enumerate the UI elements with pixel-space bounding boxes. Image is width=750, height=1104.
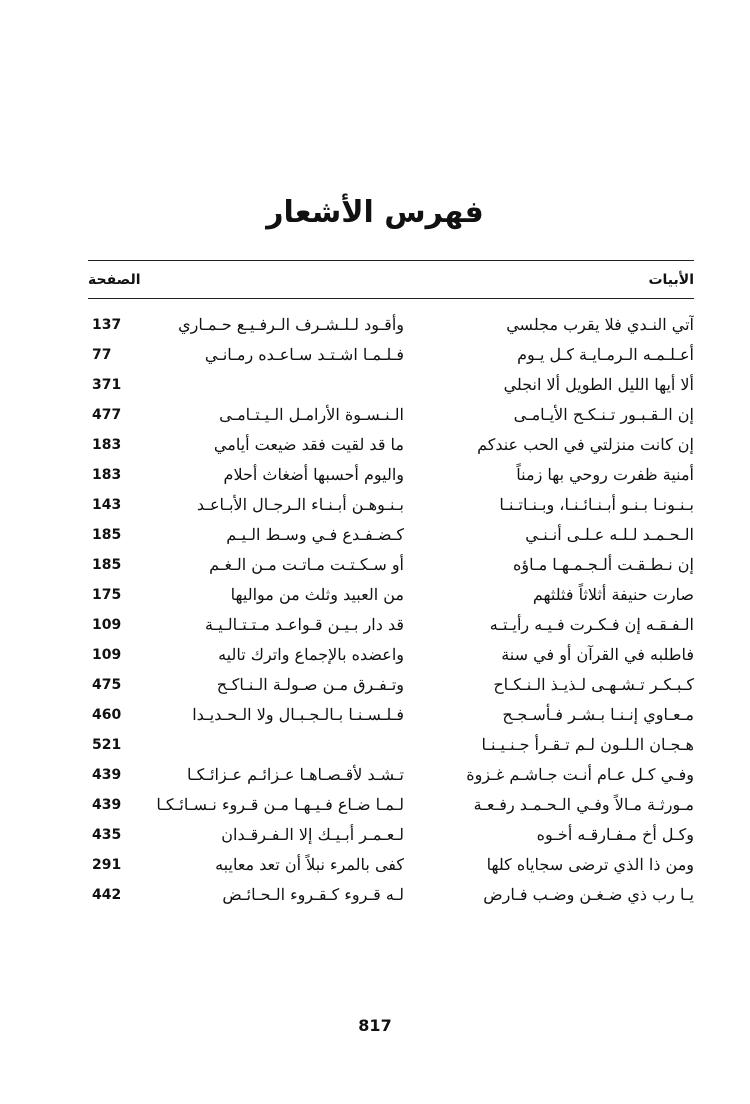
verse-first-hemistich: الـحـمـد لـلـه عـلـى أنـنـي <box>525 525 694 544</box>
verse-first-hemistich: إن كانت منزلتي في الحب عندكم <box>477 435 694 454</box>
page-reference: 109 <box>92 647 122 663</box>
table-row <box>88 640 694 670</box>
table-row <box>88 430 694 460</box>
page-reference: 137 <box>92 317 122 333</box>
header-page: الصفحة <box>88 272 141 288</box>
header-verses: الأبيات <box>648 272 694 288</box>
table-row <box>88 460 694 490</box>
verse-first-hemistich: ألا أيها الليل الطويل ألا انجلي <box>503 375 694 394</box>
table-row <box>88 610 694 640</box>
table-row <box>88 370 694 400</box>
page-reference: 435 <box>92 827 122 843</box>
verse-first-hemistich: فاطلبه في القرآن أو في سنة <box>501 645 694 664</box>
table-row <box>88 400 694 430</box>
verse-first-hemistich: مـورثـة مـالاً وفـي الـحـمـد رفـعـة <box>473 795 694 814</box>
page-reference: 143 <box>92 497 122 513</box>
table-row <box>88 310 694 340</box>
page-reference: 183 <box>92 467 122 483</box>
page-reference: 77 <box>92 347 112 363</box>
verse-second-hemistich: تـشـد لأقـصـاهـا عـزائـم عـزائـكـا <box>187 765 404 784</box>
page-reference: 477 <box>92 407 122 423</box>
verse-first-hemistich: آتي النـدي فلا يقرب مجلسي <box>506 315 694 334</box>
verse-first-hemistich: ومن ذا الذي ترضى سجاياه كلها <box>486 855 694 874</box>
verse-second-hemistich: الـنـسـوة الأرامـل الـيـتـامـى <box>219 405 404 424</box>
verse-first-hemistich: كـبـكـر تـشـهـى لـذيـذ الـنـكـاح <box>493 675 694 694</box>
table-row <box>88 580 694 610</box>
header-top-rule <box>88 260 694 261</box>
page-reference: 439 <box>92 797 122 813</box>
verse-first-hemistich: صارت حنيفة أثلاثاً فثلثهم <box>532 585 694 604</box>
verse-second-hemistich: لـعـمـر أبـيـك إلا الـفـرقـدان <box>221 825 404 844</box>
page-reference: 291 <box>92 857 122 873</box>
verse-first-hemistich: إن الـقـبـور تـنـكـح الأيـامـى <box>513 405 694 424</box>
page-reference: 521 <box>92 737 122 753</box>
verse-second-hemistich: قد دار بـيـن قـواعـد مـتـتـالـيـة <box>204 615 404 634</box>
verse-first-hemistich: مـعـاوي إنـنـا بـشـر فـأسـجـح <box>502 705 694 724</box>
table-row <box>88 790 694 820</box>
page-reference: 183 <box>92 437 122 453</box>
verse-second-hemistich: فـلـسـنـا بـالـجـبـال ولا الـحـديـدا <box>192 705 404 724</box>
verse-first-hemistich: أمنية ظفرت روحي بها زمناً <box>516 465 694 484</box>
table-row <box>88 670 694 700</box>
page-reference: 109 <box>92 617 122 633</box>
table-row <box>88 760 694 790</box>
verse-first-hemistich: إن نـطـقـت ألـجـمـهـا مـاؤه <box>512 555 694 574</box>
page-reference: 185 <box>92 557 122 573</box>
page-reference: 439 <box>92 767 122 783</box>
verse-first-hemistich: الـفـقـه إن فـكـرت فـيـه رأيـتـه <box>489 615 694 634</box>
table-row <box>88 730 694 760</box>
page-reference: 475 <box>92 677 122 693</box>
table-row <box>88 340 694 370</box>
verse-first-hemistich: هـجـان الـلـون لـم تـقـرأ جـنـيـنـا <box>481 735 694 754</box>
page-reference: 460 <box>92 707 122 723</box>
page-reference: 442 <box>92 887 122 903</box>
verse-second-hemistich: كـضـفـدع فـي وسـط الـيـم <box>226 525 404 544</box>
verse-index-list <box>88 310 694 910</box>
verse-second-hemistich: وتـفـرق مـن صـولـة الـنـاكـح <box>216 675 404 694</box>
verse-second-hemistich: بـنـوهـن أبـنـاء الـرجـال الأبـاعـد <box>196 495 404 514</box>
verse-first-hemistich: وكـل أخ مـفـارقـه أخـوه <box>536 825 694 844</box>
verse-second-hemistich: ما قد لقيت فقد ضيعت أيامي <box>213 435 404 454</box>
table-row <box>88 850 694 880</box>
page-reference: 185 <box>92 527 122 543</box>
page-reference: 371 <box>92 377 122 393</box>
verse-second-hemistich: أو سـكـتـت مـاتـت مـن الـغـم <box>209 555 404 574</box>
verse-second-hemistich: واعضده بالإجماع واترك تاليه <box>218 645 404 664</box>
verse-first-hemistich: أعـلـمـه الـرمـايـة كـل يـوم <box>517 345 694 364</box>
page-reference: 175 <box>92 587 122 603</box>
header-bottom-rule <box>88 298 694 299</box>
verse-second-hemistich: فـلـمـا اشـتـد سـاعـده رمـانـي <box>204 345 404 364</box>
page-number: 817 <box>358 1016 392 1035</box>
verse-second-hemistich: وأقـود لـلـشـرف الـرفـيـع حـمـاري <box>178 315 404 334</box>
verse-second-hemistich: لـه قـروء كـقـروء الـحـائـض <box>222 885 404 904</box>
page-title: فهرس الأشعار <box>266 195 484 230</box>
table-header <box>88 268 694 292</box>
verse-second-hemistich: لـمـا ضـاع فـيـهـا مـن قـروء نـسـائـكـا <box>156 795 404 814</box>
verse-first-hemistich: بـنـونـا بـنـو أبـنـائـنـا، وبـنـاتـنـا <box>499 495 694 514</box>
table-row <box>88 520 694 550</box>
table-row <box>88 700 694 730</box>
verse-second-hemistich: كفى بالمرء نبلاً أن تعد معايبه <box>215 855 404 874</box>
verse-second-hemistich: واليوم أحسبها أضغاث أحلام <box>223 465 404 484</box>
table-row <box>88 490 694 520</box>
verse-second-hemistich: من العبيد وثلث من مواليها <box>230 585 404 604</box>
verse-first-hemistich: وفـي كـل عـام أنـت جـاشـم غـزوة <box>466 765 694 784</box>
table-row <box>88 820 694 850</box>
table-row <box>88 880 694 910</box>
verse-first-hemistich: يـا رب ذي ضـغـن وضـب فـارض <box>483 885 694 904</box>
table-row <box>88 550 694 580</box>
